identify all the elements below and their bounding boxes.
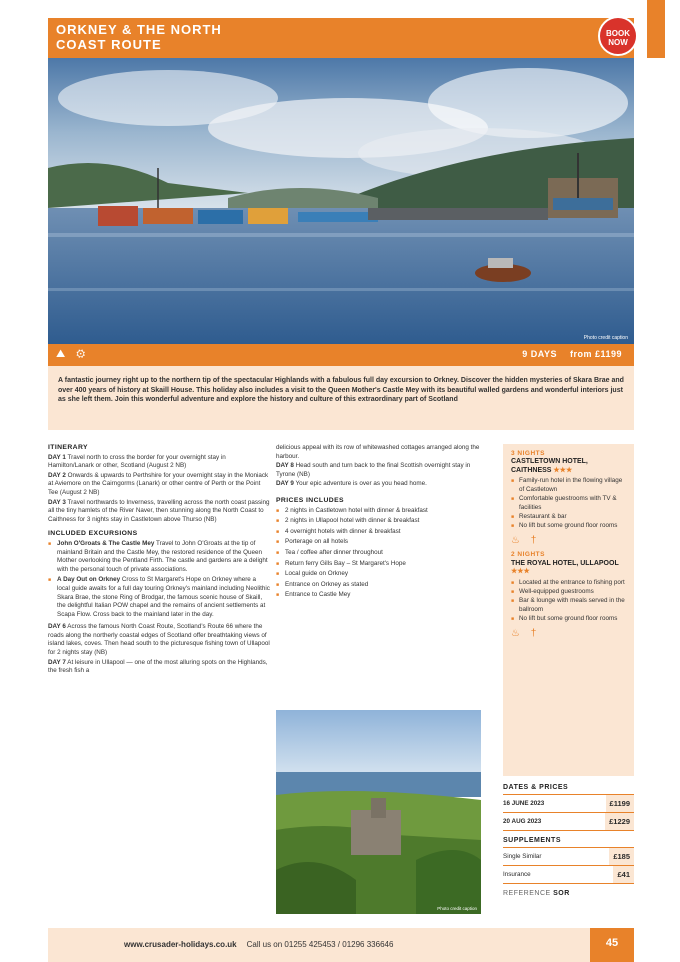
photo-credit: Photo credit caption: [583, 335, 628, 341]
duration: 9 DAYS: [522, 349, 557, 359]
excursion-item: ■ A Day Out on Orkney Cross to St Margaret's Hope on Orkney where a local guide awaits for a full day touring Orkney's mainland including Neolithic Skara Brae, the stone Ring of Brodgar, the famous scenic house of Skaill, the delightful Italian POW chapel and the remains of ancient settlements at Scapa Flow. Cross back to the mainland later in the day.: [48, 576, 270, 619]
include-item: ■ 2 nights in Castletown hotel with dinner & breakfast: [276, 507, 484, 516]
title-line-1: ORKNEY & THE NORTH: [56, 22, 222, 37]
excursion-list: [48, 540, 270, 619]
coast-illustration: [276, 710, 481, 914]
day-entry: DAY 3 Travel northwards to Inverness, travelling across the north coast passing all the tiny hamlets of the River Naver, then stunning along the North Coast to Caithness for 3 nights stay in Castletown above Thurso (NB): [48, 498, 270, 523]
include-item: ■ Local guide on Orkney: [276, 570, 484, 579]
date-row: 20 AUG 2023 £1229: [503, 813, 634, 831]
hotel-name: THE ROYAL HOTEL, ULLAPOOL ★★★: [511, 559, 619, 576]
hotel-nights: 2 NIGHTS: [511, 551, 545, 559]
include-item: ■ Entrance on Orkney as stated: [276, 581, 484, 590]
day-entry: DAY 9 Your epic adventure is over as you head home.: [276, 480, 427, 488]
itinerary-column-2: [276, 444, 484, 602]
include-item: ■ Entrance to Castle Mey: [276, 591, 484, 600]
includes-list: [276, 507, 484, 600]
footer: [48, 928, 634, 962]
include-item: ■ Return ferry Gills Bay – St Margaret's Hope: [276, 560, 484, 569]
hotel-name: CASTLETOWN HOTEL, CAITHNESS ★★★: [511, 458, 588, 474]
itinerary-column: [48, 444, 270, 677]
supplement-row: Insurance £41: [503, 866, 634, 884]
phone-numbers: Call us on 01255 425453 / 01296 336646: [246, 940, 394, 949]
day-entry: DAY 2 Onwards & upwards to Perthshire for your overnight stay in the Moniack at Aviemore on the Cairngorms (Lanark) or other centre of Perth or the Point Tee (August 2 NB): [48, 471, 269, 496]
hotels-panel: [503, 444, 634, 776]
from-price: from £1199: [569, 349, 622, 359]
hotel-amenity-icons: ♨ †: [511, 534, 541, 546]
include-item: ■ 2 nights in Ullapool hotel with dinner & breakfast: [276, 517, 484, 526]
reference-code: REFERENCE SOR: [503, 890, 570, 897]
hotel-features: ■ Family-run hotel in the flowing village of Castletown ■ Comfortable guestrooms with TV & facilities ■ Restaurant & bar ■ No lift but some ground floor rooms: [511, 477, 626, 530]
supplements-heading: SUPPLEMENTS: [503, 835, 634, 848]
dates-prices: [503, 782, 634, 897]
include-item: ■ Tea / coffee after dinner throughout: [276, 549, 484, 558]
date-row: 16 JUNE 2023 £1199: [503, 795, 634, 813]
photo-credit: Photo credit caption: [437, 906, 477, 911]
day-entry: DAY 8 Head south and turn back to the final Scottish overnight stay in Tyrone (NB): [276, 462, 471, 478]
star-rating: ★★★: [511, 568, 530, 576]
hero-photo-harbour: [48, 58, 634, 344]
include-item: ■ 4 overnight hotels with dinner & breakfast: [276, 528, 484, 537]
day-entry: DAY 6 Across the famous North Coast Route, Scotland's Route 66 where the roads along the northerly coastal edges of Scotland offer breathtaking views of island lakes, coves. Then head south to the picturesque fishing town of Ullapool for 2 nights stay (NB): [48, 623, 270, 657]
day-entry: DAY 7 At leisure in Ullapool — one of the most alluring spots on the Highlands, the fresh fish a: [48, 658, 268, 675]
activity-icons: ⛰ ⚙: [56, 348, 90, 360]
hotel-features: ■ Located at the entrance to fishing port ■ Well-equipped guestrooms ■ Bar & lounge with meals served in the ballroom ■ No lift but some ground floor rooms: [511, 579, 626, 624]
excursions-heading: INCLUDED EXCURSIONS: [48, 530, 138, 538]
prices-includes-heading: PRICES INCLUDES: [276, 496, 344, 504]
page-title: [56, 22, 356, 52]
harbour-illustration: [48, 58, 634, 344]
hotel-amenity-icons: ♨ †: [511, 627, 541, 639]
book-now-badge[interactable]: BOOK NOW: [598, 16, 638, 56]
section-label: [648, 70, 664, 190]
include-item: ■ Porterage on all hotels: [276, 538, 484, 547]
day-entry: DAY 1 Travel north to cross the border for your overnight stay in Hamilton/Lanark or other, Scotland (August 2 NB): [48, 453, 226, 470]
hotel-nights: 3 NIGHTS: [511, 450, 545, 457]
itinerary-heading: ITINERARY: [48, 444, 88, 451]
title-bar: [48, 18, 634, 58]
website-link[interactable]: www.crusader-holidays.co.uk: [124, 940, 237, 949]
page-number: 45: [590, 928, 634, 962]
excursion-item: ■ John O'Groats & The Castle Mey Travel to John O'Groats at the tip of mainland Britain and the Castle Mey, the restored residence of the Queen Mother overlooking the Pentland Firth. The castle and gardens are a delight with the personal touch of private associations.: [48, 540, 270, 574]
side-tab: [647, 0, 665, 58]
title-line-2: COAST ROUTE: [56, 37, 162, 52]
duration-price: [522, 349, 622, 359]
star-rating: ★★★: [553, 466, 573, 474]
castle-coast-photo: [276, 710, 481, 914]
supplement-row: Single Similar £185: [503, 848, 634, 866]
dates-heading: DATES & PRICES: [503, 782, 634, 795]
footer-contact: [124, 940, 393, 949]
info-bar: [48, 344, 634, 366]
continued-text: delicious appeal with its row of whitewashed cottages arranged along the harbour.: [276, 444, 480, 460]
intro-text: A fantastic journey right up to the northern tip of the spectacular Highlands with a fabulous full day excursion to Orkney. Discover the hidden mysteries of Skara Brae and over 400 years of history at Skaill House. This holiday also includes a visit to the Queen Mother's Castle Mey with its beautiful walled gardens and wonderful interiors just as she left them. Join this wonderful adventure and explore the history and culture of this extraordinary part of Scotland: [48, 366, 634, 430]
